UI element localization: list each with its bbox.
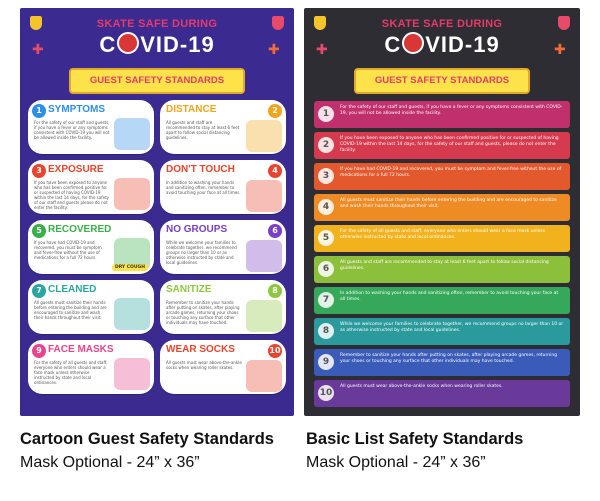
card-title: EXPOSURE bbox=[48, 164, 104, 175]
card-title: RECOVERED bbox=[48, 224, 112, 235]
list-product-title[interactable]: Basic List Safety Standards bbox=[306, 430, 524, 448]
list-item bbox=[314, 194, 570, 221]
list-item bbox=[314, 380, 570, 407]
card-title: WEAR SOCKS bbox=[166, 344, 235, 355]
list-number-badge: 6 bbox=[318, 261, 334, 277]
card-number-badge: 9 bbox=[32, 344, 46, 358]
safety-card bbox=[28, 160, 154, 214]
safety-card bbox=[160, 280, 286, 334]
safety-standards-banner: GUEST SAFETY STANDARDS bbox=[69, 68, 245, 94]
card-illustration bbox=[114, 298, 150, 330]
list-number-badge: 2 bbox=[318, 137, 334, 153]
list-item bbox=[314, 163, 570, 190]
cartoon-product-subtitle: Mask Optional - 24” x 36” bbox=[20, 454, 200, 471]
card-title: NO GROUPS bbox=[166, 224, 228, 235]
list-item-text: All guests must sanitize their hands before entering the building and are encouraged to sanitize and wash their hands throughout their visit. bbox=[340, 198, 557, 209]
plus-icon: ✚ bbox=[316, 42, 328, 58]
list-item bbox=[314, 287, 570, 314]
list-number-badge: 7 bbox=[318, 292, 334, 308]
list-product-subtitle: Mask Optional - 24” x 36” bbox=[306, 454, 486, 471]
card-number-badge: 10 bbox=[268, 344, 282, 358]
list-item bbox=[314, 349, 570, 376]
list-item bbox=[314, 101, 570, 128]
card-number-badge: 6 bbox=[268, 224, 282, 238]
card-illustration bbox=[246, 240, 282, 272]
card-number-badge: 5 bbox=[32, 224, 46, 238]
card-number-badge: 8 bbox=[268, 284, 282, 298]
virus-icon bbox=[402, 32, 424, 54]
plus-icon: ✚ bbox=[32, 42, 44, 58]
list-number-badge: 4 bbox=[318, 199, 334, 215]
list-item bbox=[314, 132, 570, 159]
list-item-text: While we welcome your families to celebrate together, we recommend groups no larger than 10 or as otherwise instructed by state and local guidelines. bbox=[340, 322, 564, 333]
card-text: For the safety of our staff and guests, if you have a fever or any symptoms consistent with COVID-19 you will not be allowed inside the facility. bbox=[34, 120, 110, 140]
safety-card bbox=[160, 160, 286, 214]
list-number-badge: 1 bbox=[318, 106, 334, 122]
list-item-text: Remember to sanitize your hands after putting on skates, after playing arcade games, returning your shoes or touching any surface that other individuals may have touched. bbox=[340, 353, 558, 364]
card-illustration bbox=[246, 300, 282, 332]
card-number-badge: 7 bbox=[32, 284, 46, 298]
safety-card bbox=[28, 220, 154, 274]
card-text: Remember to sanitize your hands after putting on skates, after playing arcade games, returning your shoes or touching any surface that other individuals may have touched. bbox=[166, 300, 240, 325]
list-item bbox=[314, 225, 570, 252]
card-illustration bbox=[246, 120, 282, 152]
card-title: SYMPTOMS bbox=[48, 104, 106, 115]
virus-icon bbox=[117, 32, 139, 54]
plus-icon: ✚ bbox=[554, 42, 566, 58]
list-number-badge: 10 bbox=[318, 385, 334, 401]
list-item-text: If you have been exposed to anyone who has been confirmed positive for or suspected of having COVID-19 within the last 14 days, for the safety of our staff and guests, please do not enter the facility. bbox=[340, 136, 559, 153]
list-number-badge: 3 bbox=[318, 168, 334, 184]
list-number-badge: 8 bbox=[318, 323, 334, 339]
list-poster-image[interactable] bbox=[304, 8, 580, 416]
safety-standards-banner: GUEST SAFETY STANDARDS bbox=[354, 68, 530, 94]
card-text: All guests must sanitize their hands before entering the building and are encouraged to sanitize and wash their hands throughout their visit. bbox=[34, 300, 107, 320]
dry-cough-label: DRY COUGH bbox=[112, 264, 148, 271]
card-number-badge: 4 bbox=[268, 164, 282, 178]
list-item-text: If you have had COVID-19 and recovered, you must be symptom and fever-free without the use of medications for a full 72 hours. bbox=[340, 167, 562, 178]
list-item bbox=[314, 256, 570, 283]
list-item-text: For the safety of our staff and guests, if you have a fever or any symptoms consistent with COVID-19, you will not be allowed inside the facility. bbox=[340, 105, 563, 116]
safety-card bbox=[160, 220, 286, 274]
card-text: While we welcome your families to celebrate together, we recommend groups no larger than 10 or as otherwise instructed by state and local guidelines. bbox=[166, 240, 237, 265]
card-number-badge: 2 bbox=[268, 104, 282, 118]
card-illustration bbox=[246, 360, 282, 392]
list-item bbox=[314, 318, 570, 345]
card-number-badge: 1 bbox=[32, 104, 46, 118]
card-title: SANITIZE bbox=[166, 284, 212, 295]
plus-icon: ✚ bbox=[268, 42, 280, 58]
safety-card bbox=[160, 340, 286, 394]
list-item-text: All guests must wear above-the-ankle socks when wearing roller skates. bbox=[340, 384, 503, 389]
card-title: FACE MASKS bbox=[48, 344, 114, 355]
list-item-text: All guests and staff are recommended to stay at least 6 feet apart to follow social distancing guidelines. bbox=[340, 260, 549, 271]
list-item-text: In addition to washing your hands and sanitizing often, remember to avoid touching your face at all times. bbox=[340, 291, 559, 302]
poster-covid-title: C VID-19 bbox=[384, 32, 500, 57]
card-text: All guests and staff are recommended to stay at least 6 feet apart to follow social distancing guidelines. bbox=[166, 120, 240, 140]
card-title: DON'T TOUCH bbox=[166, 164, 235, 175]
card-text: For the safety of all guests and staff, everyone who enters should wear a face mask unless otherwise instructed by state and local ordinances. bbox=[34, 360, 108, 385]
card-text: If you have had COVID-19 and recovered, you must be symptom and fever-free without the use of medications for a full 72 hours. bbox=[34, 240, 102, 260]
card-text: If you have been exposed to anyone who has been confirmed positive for or suspected of having COVID-19 within the last 14 days, for the safety of our staff and guests please do not enter the facility. bbox=[34, 180, 110, 210]
poster-covid-title: C VID-19 bbox=[99, 32, 215, 57]
cartoon-poster-image[interactable] bbox=[20, 8, 294, 416]
card-illustration bbox=[114, 358, 150, 390]
safety-card bbox=[28, 100, 154, 154]
card-number-badge: 3 bbox=[32, 164, 46, 178]
card-illustration bbox=[114, 178, 150, 210]
card-title: CLEANED bbox=[48, 284, 97, 295]
card-illustration bbox=[246, 180, 282, 212]
safety-card bbox=[28, 340, 154, 394]
safety-card bbox=[160, 100, 286, 154]
list-number-badge: 9 bbox=[318, 354, 334, 370]
cartoon-product-title[interactable]: Cartoon Guest Safety Standards bbox=[20, 430, 274, 448]
list-item-text: For the safety of all guests and staff, everyone who enters should wear a face mask unless otherwise instructed by state and local ordinances. bbox=[340, 229, 546, 240]
poster-header: SKATE SAFE DURING bbox=[381, 18, 503, 30]
safety-card bbox=[28, 280, 154, 334]
card-title: DISTANCE bbox=[166, 104, 217, 115]
card-text: In addition to washing your hands and sanitizing often, remember to avoid touching your face at all times. bbox=[166, 180, 241, 195]
poster-header: SKATE SAFE DURING bbox=[96, 18, 218, 30]
list-number-badge: 5 bbox=[318, 230, 334, 246]
card-illustration bbox=[114, 118, 150, 150]
card-text: All guests must wear above-the-ankle socks when wearing roller skates. bbox=[166, 360, 242, 370]
